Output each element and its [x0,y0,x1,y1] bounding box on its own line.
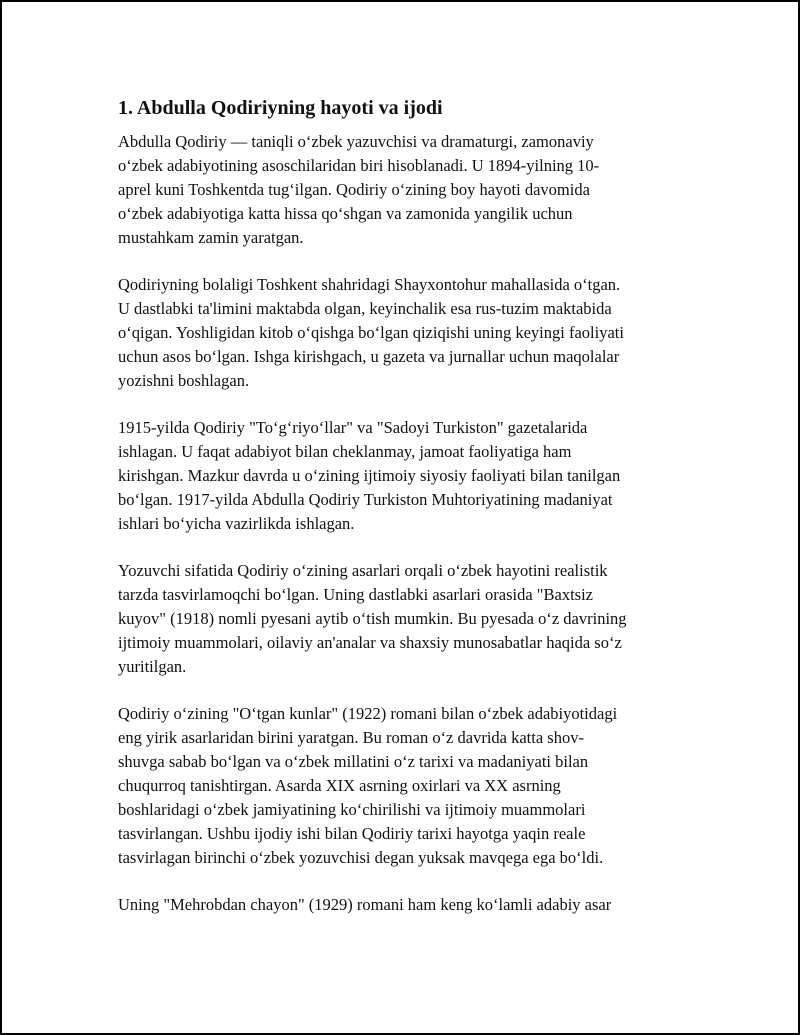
text-line: kirishgan. Mazkur davrda u o‘zining ijtimoiy siyosiy faoliyati bilan tanilgan [118,466,621,485]
paragraph [118,130,678,250]
text-line: tasvirlagan birinchi o‘zbek yozuvchisi degan yuksak mavqega ega bo‘ldi. [118,848,604,867]
text-line: shuvga sabab bo‘lgan va o‘zbek millatini o‘z tarixi va madaniyati bilan [118,752,589,771]
text-line: yozishni boshlagan. [118,371,250,390]
text-line: chuqurroq tanishtirgan. Asarda XIX asrning oxirlari va XX asrning [118,776,561,795]
text-line: boshlaridagi o‘zbek jamiyatining ko‘chirilishi va ijtimoiy muammolari [118,800,586,819]
text-line: U dastlabki ta'limini maktabda olgan, keyinchalik esa rus-tuzim maktabida [118,299,612,318]
text-line: o‘zbek adabiyotiga katta hissa qo‘shgan va zamonida yangilik uchun [118,204,573,223]
text-line: Yozuvchi sifatida Qodiriy o‘zining asarlari orqali o‘zbek hayotini realistik [118,561,608,580]
text-line: 1915-yilda Qodiriy "To‘g‘riyo‘llar" va "Sadoyi Turkiston" gazetalarida [118,418,588,437]
document-body [118,94,678,940]
text-line: tasvirlangan. Ushbu ijodiy ishi bilan Qodiriy tarixi hayotga yaqin reale [118,824,586,843]
text-line: eng yirik asarlaridan birini yaratgan. Bu roman o‘z davrida katta shov- [118,728,584,747]
text-line: tarzda tasvirlamoqchi bo‘lgan. Uning dastlabki asarlari orasida "Baxtsiz [118,585,594,604]
text-line: Uning "Mehrobdan chayon" (1929) romani ham keng ko‘lamli adabiy asar [118,895,612,914]
text-line: uchun asos bo‘lgan. Ishga kirishgach, u gazeta va jurnallar uchun maqolalar [118,347,620,366]
text-line: Qodiriy o‘zining "O‘tgan kunlar" (1922) romani bilan o‘zbek adabiyotidagi [118,704,618,723]
text-line: yuritilgan. [118,657,187,676]
text-line: ishlari bo‘yicha vazirlikda ishlagan. [118,514,355,533]
paragraph [118,559,678,679]
text-line: Abdulla Qodiriy — taniqli o‘zbek yazuvchisi va dramaturgi, zamonaviy [118,132,594,151]
section-heading: 1. Abdulla Qodiriyning hayoti va ijodi [118,97,443,119]
text-line: kuyov" (1918) nomli pyesani aytib o‘tish mumkin. Bu pyesada o‘z davrining [118,609,627,628]
text-line: mustahkam zamin yaratgan. [118,228,304,247]
text-line: ishlagan. U faqat adabiyot bilan cheklanmay, jamoat faoliyatiga ham [118,442,572,461]
paragraph-list [118,130,678,917]
paragraph [118,702,678,870]
text-line: ijtimoiy muammolari, oilaviy an'analar va shaxsiy munosabatlar haqida so‘z [118,633,622,652]
paragraph [118,893,678,917]
paragraph [118,416,678,536]
text-line: bo‘lgan. 1917-yilda Abdulla Qodiriy Turkiston Muhtoriyatining madaniyat [118,490,613,509]
text-line: aprel kuni Toshkentda tug‘ilgan. Qodiriy o‘zining boy hayoti davomida [118,180,590,199]
text-line: Qodiriyning bolaligi Toshkent shahridagi Shayxontohur mahallasida o‘tgan. [118,275,621,294]
text-line: o‘zbek adabiyotining asoschilaridan biri hisoblanadi. U 1894-yilning 10- [118,156,600,175]
paragraph [118,273,678,393]
text-line: o‘qigan. Yoshligidan kitob o‘qishga bo‘lgan qiziqishi uning keyingi faoliyati [118,323,624,342]
